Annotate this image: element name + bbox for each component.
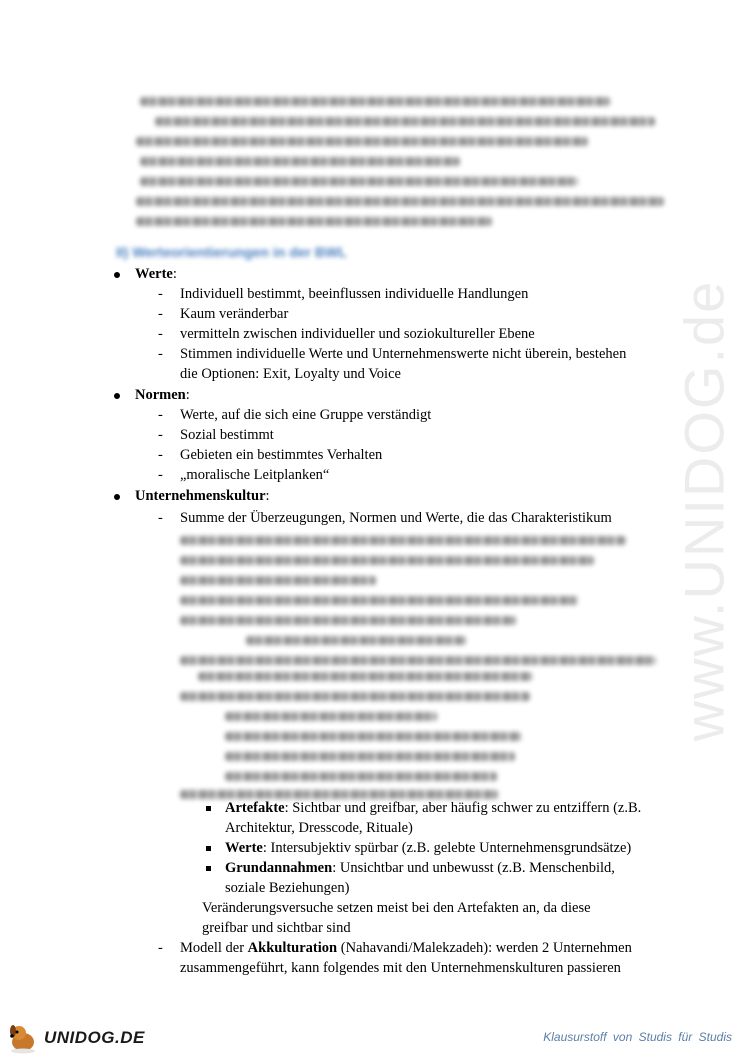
- bullet-dot: [114, 272, 120, 278]
- square-bullet: [206, 846, 211, 851]
- blurred-text-line: [225, 772, 497, 781]
- blurred-text-line: [225, 752, 515, 761]
- section-heading-blurred: II) Werteorientierungen in der BWL: [116, 244, 347, 260]
- kultur-note-1: Veränderungsversuche setzen meist bei den Artefakten an, da diese: [202, 900, 591, 916]
- werte-item-4-cont: die Optionen: Exit, Loyalty und Voice: [180, 366, 401, 382]
- bullet-dot: [114, 393, 120, 399]
- blurred-text-line: [136, 137, 588, 146]
- ebene-werte: Werte: Intersubjektiv spürbar (z.B. gelebte Unternehmensgrundsätze): [225, 840, 632, 856]
- ebene-grundannahmen: Grundannahmen: Unsichtbar und unbewusst (z.B. Menschenbild,: [225, 860, 615, 876]
- kultur-item-akkulturation-cont: zusammengeführt, kann folgendes mit den Unternehmenskulturen passieren: [180, 960, 621, 976]
- blurred-text-line: [246, 636, 466, 645]
- werte-item-3: vermitteln zwischen individueller und soziokultureller Ebene: [180, 326, 535, 342]
- normen-item-4: „moralische Leitplanken“: [180, 467, 330, 483]
- blurred-text-line: [180, 616, 516, 625]
- kultur-item-akkulturation: Modell der Akkulturation (Nahavandi/Malekzadeh): werden 2 Unternehmen: [180, 940, 632, 956]
- list-dash: -: [158, 306, 163, 322]
- normen-item-1: Werte, auf die sich eine Gruppe verständigt: [180, 407, 432, 423]
- werte-item-1: Individuell bestimmt, beeinflussen individuelle Handlungen: [180, 286, 529, 302]
- kultur-heading: Unternehmenskultur:: [135, 488, 270, 504]
- blurred-text-line: [140, 97, 610, 106]
- blurred-text-line: [198, 672, 532, 681]
- blurred-text-line: [155, 117, 655, 126]
- list-dash: -: [158, 427, 163, 443]
- list-dash: -: [158, 286, 163, 302]
- list-dash: -: [158, 447, 163, 463]
- blurred-text-line: [140, 157, 460, 166]
- blurred-text-line: [225, 712, 437, 721]
- ebene-artefakte: Artefakte: Sichtbar und greifbar, aber häufig schwer zu entziffern (z.B.: [225, 800, 642, 816]
- werte-item-4: Stimmen individuelle Werte und Unternehmenswerte nicht überein, bestehen: [180, 346, 627, 362]
- footer-slogan: Klausurstoff von Studis für Studis: [543, 1030, 732, 1044]
- dog-icon: [6, 1021, 40, 1055]
- logo-text: UNIDOG.DE: [44, 1028, 145, 1047]
- blurred-text-line: [225, 732, 521, 741]
- square-bullet: [206, 866, 211, 871]
- blurred-text-line: [180, 576, 376, 585]
- werte-heading: Werte:: [135, 266, 177, 282]
- blurred-text-line: [180, 536, 626, 545]
- blurred-text-line: [180, 692, 530, 701]
- werte-item-2: Kaum veränderbar: [180, 306, 289, 322]
- blurred-text-line: [140, 177, 578, 186]
- list-dash: -: [158, 346, 163, 362]
- watermark: [664, 280, 744, 740]
- blurred-text-line: [136, 197, 664, 206]
- unidog-logo: [6, 1020, 186, 1056]
- watermark-text: www.UNIDOG.de: [672, 279, 736, 741]
- blurred-text-line: [180, 656, 656, 665]
- blurred-text-line: [180, 556, 594, 565]
- list-dash: -: [158, 407, 163, 423]
- list-dash: -: [158, 467, 163, 483]
- bullet-dot: [114, 494, 120, 500]
- normen-item-3: Gebieten ein bestimmtes Verhalten: [180, 447, 383, 463]
- kultur-note-2: greifbar und sichtbar sind: [202, 920, 351, 936]
- normen-heading: Normen:: [135, 387, 190, 403]
- list-dash: -: [158, 940, 163, 956]
- list-dash: -: [158, 326, 163, 342]
- list-dash: -: [158, 510, 163, 526]
- blurred-text-line: [180, 596, 578, 605]
- square-bullet: [206, 806, 211, 811]
- ebene-artefakte-cont: Architektur, Dresscode, Rituale): [225, 820, 413, 836]
- ebene-grundannahmen-cont: soziale Beziehungen): [225, 880, 350, 896]
- blurred-text-line: [136, 217, 492, 226]
- kultur-item-1: Summe der Überzeugungen, Normen und Werte, die das Charakteristikum: [180, 510, 612, 526]
- normen-item-2: Sozial bestimmt: [180, 427, 274, 443]
